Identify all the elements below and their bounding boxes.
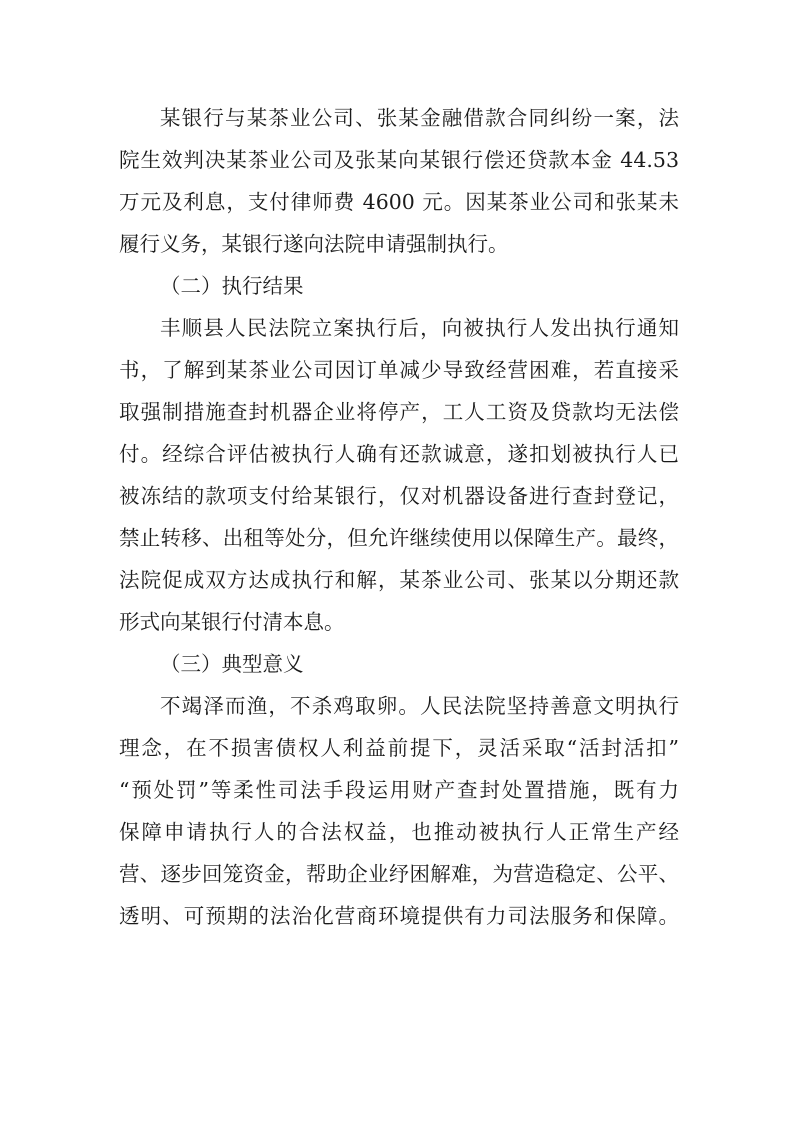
paragraph-2-line-3: 取强制措施查封机器企业将停产，工人工资及贷款均无法偿 xyxy=(119,400,679,424)
paragraph-2-line-8: 形式向某银行付清本息。 xyxy=(119,610,345,634)
paragraph-3-line-2: 理念，在不损害债权人利益前提下，灵活采取“活封活扣” xyxy=(119,736,679,760)
paragraph-2-line-1: 丰顺县人民法院立案执行后，向被执行人发出执行通知 xyxy=(160,316,679,340)
paragraph-3-line-5: 营、逐步回笼资金，帮助企业纾困解难，为营造稳定、公平、 xyxy=(119,862,679,886)
paragraph-1-line-1: 某银行与某茶业公司、张某金融借款合同纠纷一案，法 xyxy=(160,106,679,130)
paragraph-1-line-2: 院生效判决某茶业公司及张某向某银行偿还贷款本金 44.53 xyxy=(119,148,679,172)
paragraph-2-line-5: 被冻结的款项支付给某银行，仅对机器设备进行查封登记， xyxy=(119,484,679,508)
paragraph-1-line-4: 履行义务，某银行遂向法院申请强制执行。 xyxy=(119,232,509,256)
section-heading-execution-result: （二）执行结果 xyxy=(160,274,304,298)
paragraph-2-line-4: 付。经综合评估被执行人确有还款诚意，遂扣划被执行人已 xyxy=(119,442,679,466)
paragraph-3-line-3: “预处罚”等柔性司法手段运用财产查封处置措施，既有力 xyxy=(119,778,679,802)
paragraph-3-line-6: 透明、可预期的法治化营商环境提供有力司法服务和保障。 xyxy=(119,904,679,928)
paragraph-2-line-2: 书，了解到某茶业公司因订单减少导致经营困难，若直接采 xyxy=(119,358,679,382)
paragraph-3-line-1: 不竭泽而渔，不杀鸡取卵。人民法院坚持善意文明执行 xyxy=(160,694,679,718)
paragraph-2-line-7: 法院促成双方达成执行和解，某茶业公司、张某以分期还款 xyxy=(119,568,679,592)
paragraph-1-line-3: 万元及利息，支付律师费 4600 元。因某茶业公司和张某未 xyxy=(119,190,679,214)
paragraph-2-line-6: 禁止转移、出租等处分，但允许继续使用以保障生产。最终， xyxy=(119,526,679,550)
paragraph-3-line-4: 保障申请执行人的合法权益，也推动被执行人正常生产经 xyxy=(119,820,679,844)
section-heading-typical-significance: （三）典型意义 xyxy=(160,652,304,676)
